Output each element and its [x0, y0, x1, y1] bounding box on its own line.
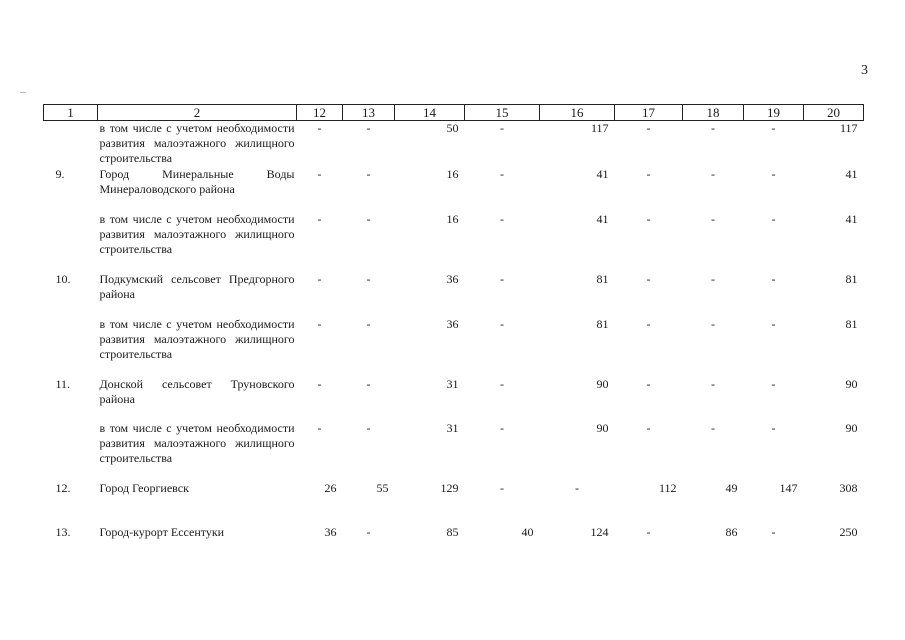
value-cell: 55	[376, 480, 389, 495]
value-cell: -	[317, 211, 322, 226]
table-row	[44, 121, 864, 167]
value-cell: 40	[521, 524, 534, 539]
row-number	[44, 421, 98, 481]
value-cell: 90	[845, 376, 858, 391]
value-cell: -	[646, 121, 651, 135]
value-cell: -	[500, 480, 504, 495]
value-cell: -	[317, 376, 322, 391]
value-cell: -	[366, 121, 371, 135]
value-cell: -	[500, 166, 504, 181]
value-cell: -	[366, 271, 371, 286]
table-row	[44, 377, 864, 421]
value-cell: 81	[596, 316, 609, 331]
value-cell: 81	[845, 316, 858, 331]
value-cell: -	[646, 376, 651, 391]
value-cell: -	[771, 166, 776, 181]
value-cell: -	[317, 316, 322, 331]
value-cell: -	[771, 316, 776, 331]
value-cell: -	[500, 271, 504, 286]
row-number	[44, 121, 98, 167]
table-row	[44, 272, 864, 317]
value-cell: -	[500, 316, 504, 331]
column-header: 14	[395, 105, 465, 121]
value-cell: -	[575, 480, 579, 495]
value-cell: -	[711, 166, 715, 181]
value-cell: 250	[839, 524, 858, 539]
table-row	[44, 167, 864, 212]
row-name: Город Минеральные Воды Минераловодского района	[99, 166, 295, 196]
value-cell: -	[500, 376, 504, 391]
value-cell: 41	[596, 211, 609, 226]
value-cell: -	[317, 420, 322, 435]
value-cell: 90	[845, 420, 858, 435]
row-number	[44, 212, 98, 272]
value-cell: 49	[725, 480, 738, 495]
page-number: 3	[861, 63, 868, 78]
table-row	[44, 481, 864, 525]
value-cell: -	[366, 166, 371, 181]
row-name: в том числе с учетом необходимости развития малоэтажного жилищного строительства	[99, 316, 295, 361]
value-cell: 36	[324, 524, 337, 539]
value-cell: -	[771, 121, 776, 135]
value-cell: 112	[658, 480, 677, 495]
value-cell: 124	[590, 524, 609, 539]
value-cell: -	[646, 271, 651, 286]
value-cell: -	[771, 524, 776, 539]
value-cell: -	[500, 121, 504, 135]
row-number: 13.	[55, 524, 71, 539]
row-number	[44, 317, 98, 377]
value-cell: 36	[446, 316, 459, 331]
value-cell: 85	[446, 524, 459, 539]
column-header: 15	[465, 105, 540, 121]
value-cell: -	[646, 166, 651, 181]
value-cell: 147	[779, 480, 798, 495]
value-cell: 36	[446, 271, 459, 286]
value-cell: 41	[596, 166, 609, 181]
value-cell: -	[646, 524, 651, 539]
column-header: 12	[297, 105, 343, 121]
value-cell: 129	[440, 480, 459, 495]
value-cell: -	[366, 376, 371, 391]
column-header: 2	[98, 105, 297, 121]
row-number: 12.	[55, 480, 71, 495]
value-cell: -	[711, 376, 715, 391]
row-name: Донской сельсовет Труновского района	[99, 376, 295, 406]
value-cell: 41	[845, 211, 858, 226]
value-cell: 117	[590, 121, 609, 135]
table-body	[44, 121, 864, 571]
value-cell: -	[366, 211, 371, 226]
row-name: Город-курорт Ессентуки	[99, 524, 225, 539]
value-cell: -	[771, 376, 776, 391]
value-cell: 50	[446, 121, 459, 135]
value-cell: -	[711, 316, 715, 331]
value-cell: -	[771, 420, 776, 435]
value-cell: 31	[446, 376, 459, 391]
column-header: 13	[343, 105, 395, 121]
column-header: 17	[615, 105, 683, 121]
value-cell: -	[366, 420, 371, 435]
value-cell: 308	[839, 480, 858, 495]
margin-mark	[20, 92, 26, 93]
value-cell: 31	[446, 420, 459, 435]
value-cell: -	[500, 211, 504, 226]
row-name: в том числе с учетом необходимости развития малоэтажного жилищного строительства	[99, 121, 295, 165]
data-table	[43, 104, 864, 571]
value-cell: -	[646, 211, 651, 226]
row-number: 9.	[55, 166, 65, 181]
value-cell: 90	[596, 420, 609, 435]
value-cell: -	[317, 121, 322, 135]
row-number: 11.	[55, 376, 71, 391]
value-cell: -	[317, 166, 322, 181]
row-name: в том числе с учетом необходимости развития малоэтажного жилищного строительства	[99, 420, 295, 465]
value-cell: -	[771, 211, 776, 226]
row-name: Город Георгиевск	[99, 480, 189, 495]
table-row	[44, 317, 864, 377]
value-cell: -	[317, 271, 322, 286]
value-cell: 16	[446, 166, 459, 181]
value-cell: -	[711, 121, 715, 135]
table-row	[44, 421, 864, 481]
value-cell: 16	[446, 211, 459, 226]
value-cell: 90	[596, 376, 609, 391]
value-cell: 117	[839, 121, 858, 135]
column-header: 20	[804, 105, 864, 121]
value-cell: 81	[596, 271, 609, 286]
value-cell: -	[366, 524, 371, 539]
value-cell: -	[366, 316, 371, 331]
value-cell: 41	[845, 166, 858, 181]
column-header: 16	[540, 105, 615, 121]
value-cell: -	[646, 316, 651, 331]
value-cell: -	[711, 271, 715, 286]
value-cell: 81	[845, 271, 858, 286]
row-number: 10.	[55, 271, 71, 286]
value-cell: -	[711, 211, 715, 226]
value-cell: 86	[725, 524, 738, 539]
value-cell: -	[646, 420, 651, 435]
value-cell: -	[771, 271, 776, 286]
row-name: Подкумский сельсовет Предгорного района	[99, 271, 295, 301]
header-row	[44, 105, 864, 121]
column-header: 1	[44, 105, 98, 121]
value-cell: -	[500, 420, 504, 435]
column-header: 18	[683, 105, 744, 121]
value-cell: -	[711, 420, 715, 435]
row-name: в том числе с учетом необходимости развития малоэтажного жилищного строительства	[99, 211, 295, 256]
table-row	[44, 525, 864, 571]
column-header: 19	[744, 105, 804, 121]
value-cell: 26	[324, 480, 337, 495]
table-row	[44, 212, 864, 272]
